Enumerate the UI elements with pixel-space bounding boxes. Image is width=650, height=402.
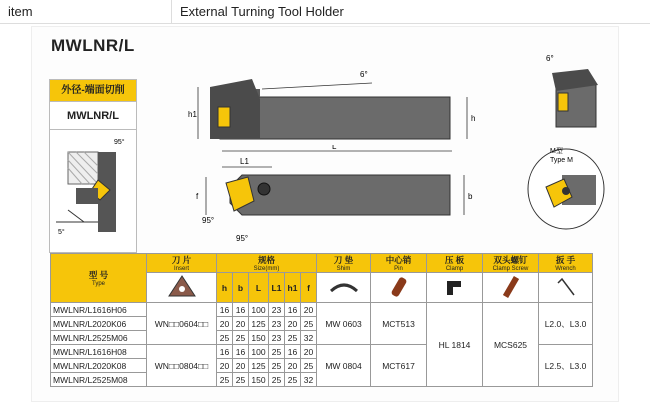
table-row: MWLNR/L2525M06 25 25 150 23 25 32 (51, 331, 593, 345)
cat-offset-label: 5° (58, 229, 65, 236)
insert-icon (147, 273, 217, 303)
holder-side-view (182, 47, 482, 147)
cat-angle-label: 95° (114, 139, 125, 146)
th-wrench: 扳 手 Wrench (539, 254, 593, 273)
category-illustration (50, 130, 136, 252)
b-label: b (468, 192, 473, 201)
dim-b: b (233, 273, 249, 303)
holder-top-view (182, 145, 492, 247)
screw-icon (483, 273, 539, 303)
th-pin: 中心销 Pin (371, 254, 427, 273)
table-row: MWLNR/L2525M08 25 25 150 25 25 32 (51, 373, 593, 387)
holder-end-view (532, 51, 612, 131)
table-row: MWLNR/L1616H08 WN□□0804□□ 16 16 100 25 16 20 MW 0804 MCT617 L2.5、L3.0 (51, 345, 593, 359)
category-label: 外径-端面切削 (50, 80, 136, 102)
dim-L1: L1 (269, 273, 285, 303)
product-sheet (31, 26, 619, 402)
item-key: item (0, 0, 172, 24)
wrench-icon (539, 273, 593, 303)
pin-06: MCT513 (371, 303, 427, 345)
model-title: MWLNR/L (51, 36, 135, 55)
lead-angle-label: 95° (236, 234, 249, 243)
h1-label: h1 (188, 110, 197, 119)
th-clamp: 压 板 Clamp (427, 254, 483, 273)
table-row: MWLNR/L2020K06 20 20 125 23 20 25 (51, 317, 593, 331)
insert-06: WN□□0604□□ (147, 303, 217, 345)
end-angle-label: 6° (546, 54, 554, 63)
wrench-06: L2.0、L3.0 (539, 303, 593, 345)
shim-icon (317, 273, 371, 303)
th-screw: 双头螺钉 Clamp Screw (483, 254, 539, 273)
f-label: f (196, 192, 199, 201)
th-type: 型 号 Type (51, 254, 147, 303)
spec-header-row (0, 0, 650, 24)
type-m-en: Type M (550, 157, 573, 164)
approach-angle-label: 95° (202, 216, 215, 225)
spec-table (50, 253, 593, 387)
table-row: MWLNR/L2020K08 20 20 125 25 20 25 (51, 359, 593, 373)
pin-icon (371, 273, 427, 303)
pin-08: MCT617 (371, 345, 427, 387)
item-value: External Turning Tool Holder (180, 4, 344, 19)
shim-06: MW 0603 (317, 303, 371, 345)
type-m-cn: M型 (550, 148, 563, 155)
clamp-icon (427, 273, 483, 303)
category-box (49, 79, 137, 253)
dim-L: L (249, 273, 269, 303)
L1-label: L1 (240, 157, 249, 166)
screw-all: MCS625 (483, 303, 539, 387)
L-label: L (332, 145, 337, 151)
side-angle-label: 6° (360, 70, 368, 79)
dim-h: h (217, 273, 233, 303)
insert-08: WN□□0804□□ (147, 345, 217, 387)
table-row: MWLNR/L1616H06 WN□□0604□□ 16 16 100 23 16 20 MW 0603 MCT513 HL 1814 MCS625 L2.0、L3.0 (51, 303, 593, 317)
h-label: h (471, 114, 476, 123)
th-insert: 刀 片 Insert (147, 254, 217, 273)
wrench-08: L2.5、L3.0 (539, 345, 593, 387)
th-size: 规格 Size(mm) (217, 254, 317, 273)
dim-f: f (301, 273, 317, 303)
clamp-all: HL 1814 (427, 303, 483, 387)
type-m-detail (524, 135, 608, 235)
th-shim: 刀 垫 Shim (317, 254, 371, 273)
shim-08: MW 0804 (317, 345, 371, 387)
dim-h1: h1 (285, 273, 301, 303)
category-code: MWLNR/L (50, 102, 136, 130)
